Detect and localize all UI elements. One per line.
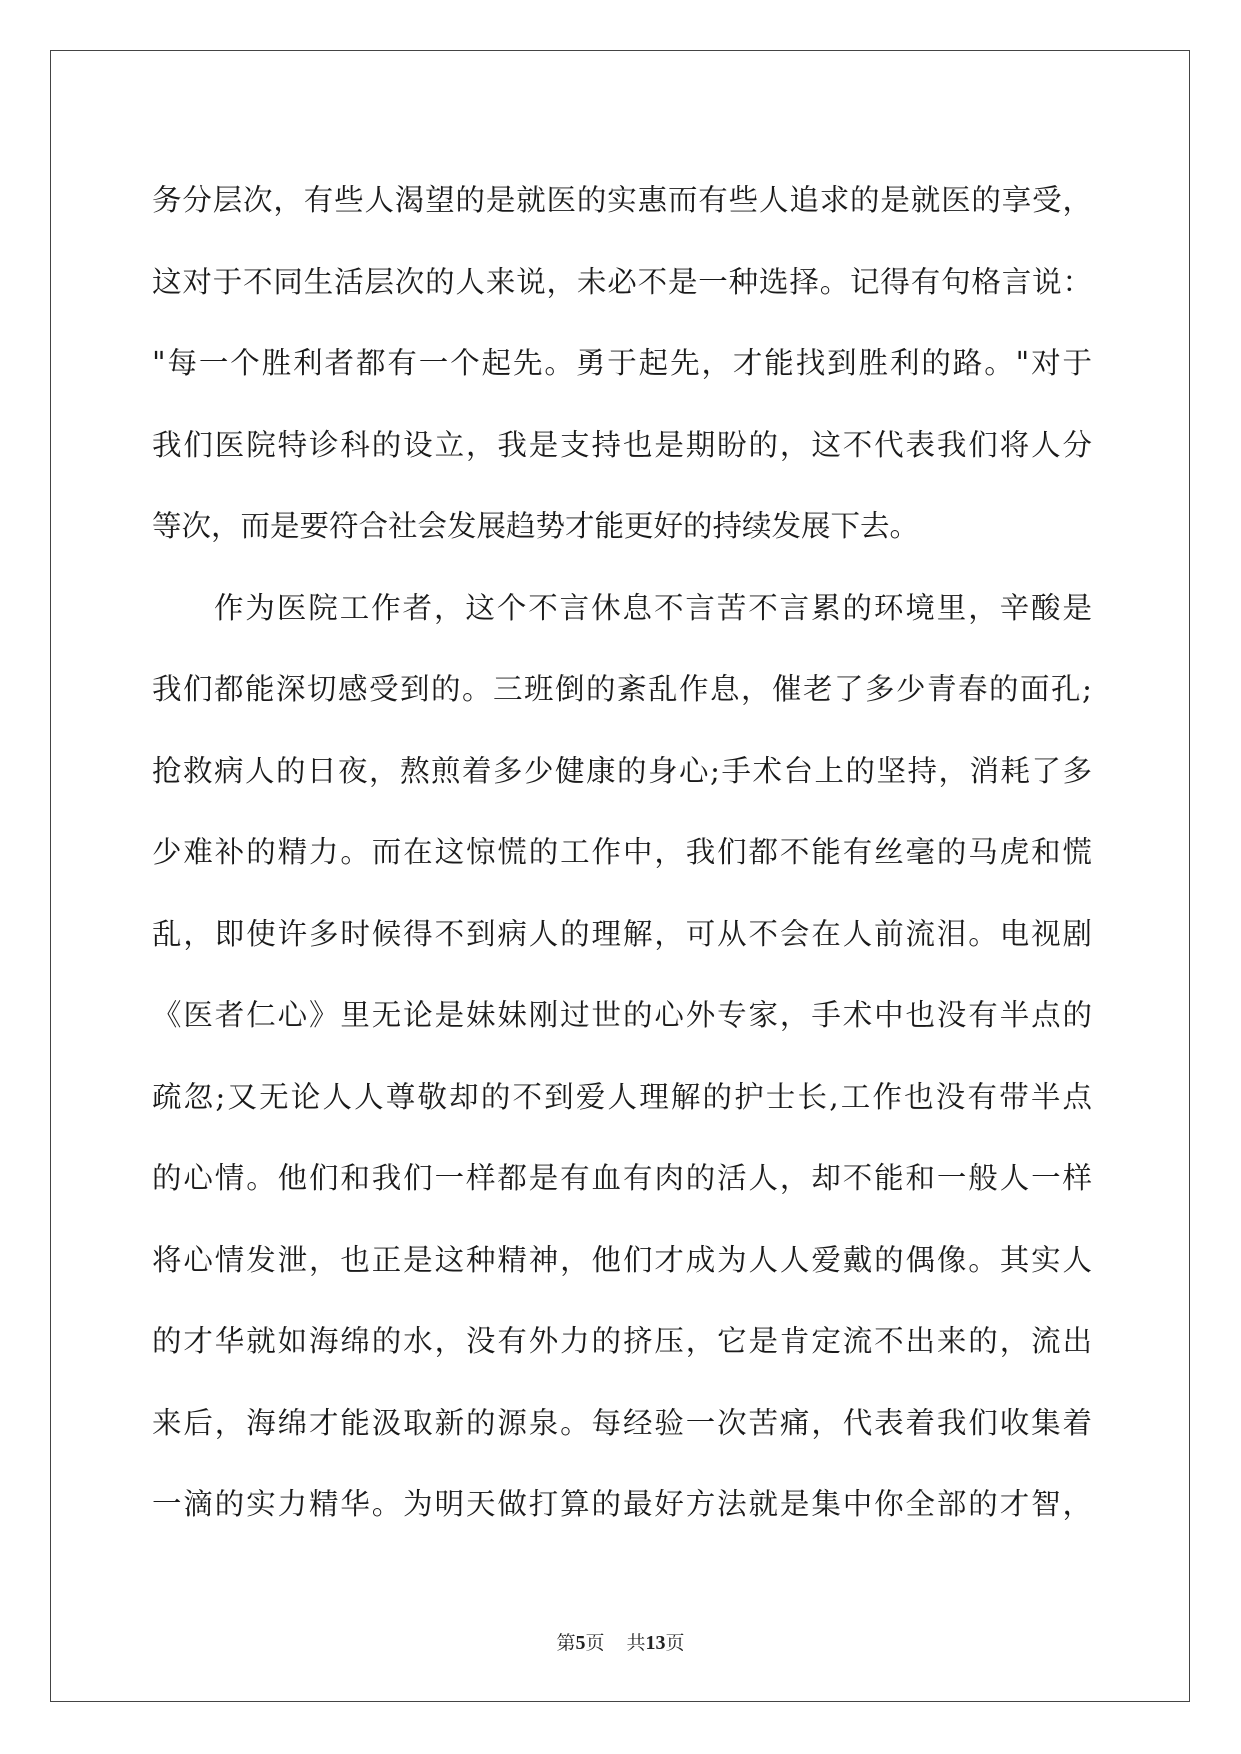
- text-line-11: 《医者仁心》里无论是妹妹刚过世的心外专家，手术中也没有半点的: [152, 998, 1092, 1032]
- text-line-12: 疏忽;又无论人人尊敬却的不到爱人理解的护士长,工作也没有带半点: [152, 1079, 1092, 1114]
- total-pages: 13: [645, 1632, 666, 1654]
- text-line-7: 我们都能深切感受到的。三班倒的紊乱作息，催老了多少青春的面孔;: [152, 672, 1092, 706]
- page-prefix: 第: [556, 1632, 576, 1654]
- text-line-13: 的心情。他们和我们一样都是有血有肉的活人，却不能和一般人一样: [152, 1161, 1092, 1195]
- text-line-5: 等次，而是要符合社会发展趋势才能更好的持续发展下去。: [152, 509, 920, 543]
- document-body: [152, 160, 1092, 1546]
- text-line-1: 务分层次，有些人渴望的是就医的实惠而有些人追求的是就医的享受，: [152, 183, 1092, 217]
- total-prefix: 共: [626, 1632, 646, 1654]
- text-line-3: "每一个胜利者都有一个起先。勇于起先，才能找到胜利的路。"对于: [152, 346, 1092, 380]
- text-line-14: 将心情发泄，也正是这种精神，他们才成为人人爱戴的偶像。其实人: [152, 1242, 1092, 1277]
- text-line-8: 抢救病人的日夜，熬煎着多少健康的身心;手术台上的坚持，消耗了多: [152, 753, 1092, 788]
- text-line-4: 我们医院特诊科的设立，我是支持也是期盼的，这不代表我们将人分: [152, 427, 1092, 462]
- text-line-2: 这对于不同生活层次的人来说，未必不是一种选择。记得有句格言说：: [152, 264, 1092, 299]
- text-line-17: 一滴的实力精华。为明天做打算的最好方法就是集中你全部的才智，: [152, 1487, 1092, 1521]
- text-line-6: 作为医院工作者，这个不言休息不言苦不言累的环境里，辛酸是: [214, 590, 1092, 625]
- text-line-10: 乱，即使许多时候得不到病人的理解，可从不会在人前流泪。电视剧: [152, 916, 1092, 951]
- page-suffix: 页: [585, 1632, 605, 1654]
- total-suffix: 页: [665, 1632, 685, 1654]
- text-line-16: 来后，海绵才能汲取新的源泉。每经验一次苦痛，代表着我们收集着: [152, 1405, 1092, 1440]
- text-line-15: 的才华就如海绵的水，没有外力的挤压，它是肯定流不出来的，流出: [152, 1324, 1092, 1358]
- page-footer: [0, 1628, 1241, 1655]
- text-line-9: 少难补的精力。而在这惊慌的工作中，我们都不能有丝毫的马虎和慌: [152, 835, 1092, 869]
- page-number: 5: [575, 1632, 586, 1654]
